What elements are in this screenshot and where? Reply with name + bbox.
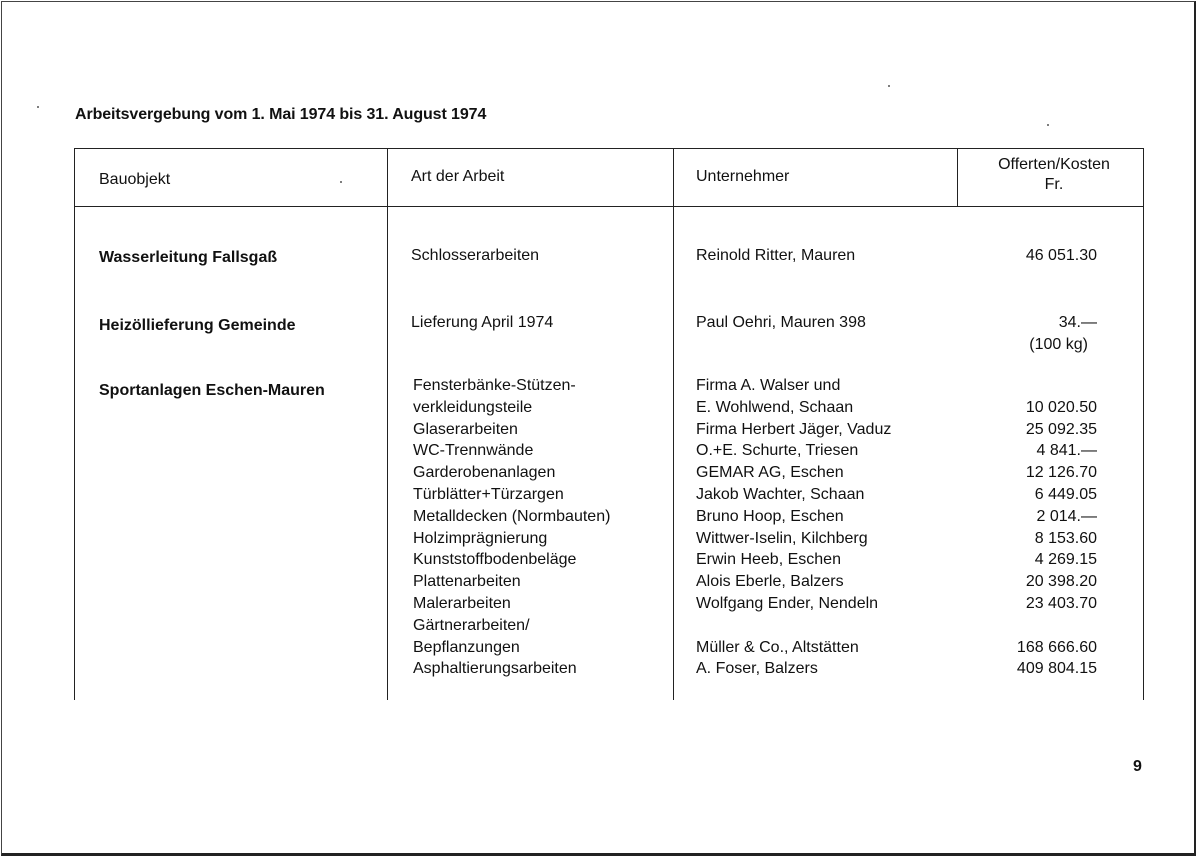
unternehmer-column-list xyxy=(696,375,891,680)
kosten-line-blank xyxy=(954,615,1097,637)
table-right-rule xyxy=(1143,148,1144,700)
unternehmer-line: Müller & Co., Altstätten xyxy=(696,638,859,656)
kosten-column-list xyxy=(954,375,1097,680)
kosten-cell: 34.— xyxy=(1058,314,1097,331)
unternehmer-line-blank xyxy=(696,615,891,637)
art-line: Türblätter+Türzargen xyxy=(413,485,564,503)
kosten-line: 10 020.50 xyxy=(1025,398,1097,416)
unternehmer-cell: Reinold Ritter, Mauren xyxy=(696,247,856,264)
art-line: Bepflanzungen xyxy=(413,638,520,656)
header-unternehmer: Unternehmer xyxy=(696,168,790,185)
bauobjekt-wasserleitung: Wasserleitung Fallsgaß xyxy=(99,249,278,266)
kosten-line: 8 153.60 xyxy=(1034,529,1097,547)
unternehmer-line: Alois Eberle, Balzers xyxy=(696,573,844,591)
art-line: Kunststoffbodenbeläge xyxy=(413,551,577,569)
unternehmer-line: Firma A. Walser und xyxy=(696,377,841,394)
page-number: 9 xyxy=(1133,758,1142,775)
art-cell: Lieferung April 1974 xyxy=(411,314,554,331)
art-line: Fensterbänke-Stützen- xyxy=(413,377,576,394)
column-divider-2 xyxy=(673,148,674,700)
kosten-line: 168 666.60 xyxy=(1016,638,1097,656)
unternehmer-line: E. Wohlwend, Schaan xyxy=(696,398,854,416)
kosten-line-blank xyxy=(954,375,1097,397)
kosten-line: 4 841.— xyxy=(1036,442,1097,460)
scan-speck xyxy=(37,106,39,108)
unternehmer-line: GEMAR AG, Eschen xyxy=(696,464,844,482)
header-bauobjekt: Bauobjekt xyxy=(99,171,171,188)
unternehmer-line: Erwin Heeb, Eschen xyxy=(696,551,841,569)
unternehmer-line: Wittwer-Iselin, Kilchberg xyxy=(696,529,868,547)
art-line: Metalldecken (Normbauten) xyxy=(413,507,611,525)
art-line: verkleidungsteile xyxy=(413,398,533,416)
unternehmer-line: Firma Herbert Jäger, Vaduz xyxy=(696,420,892,438)
unternehmer-line: Bruno Hoop, Eschen xyxy=(696,507,844,525)
art-column-list xyxy=(413,375,610,680)
kosten-note: (100 kg) xyxy=(1029,336,1088,353)
bauobjekt-sportanlagen: Sportanlagen Eschen-Mauren xyxy=(99,382,325,399)
unternehmer-line: Jakob Wachter, Schaan xyxy=(696,485,865,503)
kosten-line: 12 126.70 xyxy=(1025,464,1097,482)
unternehmer-line: O.+E. Schurte, Triesen xyxy=(696,442,859,460)
art-line: Malerarbeiten xyxy=(413,594,511,612)
kosten-line: 23 403.70 xyxy=(1025,594,1097,612)
art-line: Holzimprägnierung xyxy=(413,529,548,547)
art-cell: Schlosserarbeiten xyxy=(411,247,540,264)
kosten-line: 409 804.15 xyxy=(1016,660,1097,678)
kosten-line: 2 014.— xyxy=(1036,507,1097,525)
kosten-cell: 46 051.30 xyxy=(1025,247,1097,264)
art-line: WC-Trennwände xyxy=(413,442,534,460)
unternehmer-cell: Paul Oehri, Mauren 398 xyxy=(696,314,866,331)
art-line: Gärtnerarbeiten/ xyxy=(413,616,530,634)
art-line: Garderobenanlagen xyxy=(413,464,556,482)
column-divider-3 xyxy=(957,148,958,206)
scan-speck xyxy=(888,85,890,87)
header-kosten-line2: Fr. xyxy=(1044,176,1064,193)
art-line: Plattenarbeiten xyxy=(413,573,521,591)
bauobjekt-heizoellieferung: Heizöllieferung Gemeinde xyxy=(99,317,296,334)
header-bottom-rule xyxy=(74,206,1144,207)
header-kosten-line1: Offerten/Kosten xyxy=(998,156,1110,173)
table-top-rule xyxy=(74,148,1144,149)
unternehmer-line: Wolfgang Ender, Nendeln xyxy=(696,594,879,612)
kosten-line: 25 092.35 xyxy=(1025,420,1097,438)
table-left-rule xyxy=(74,148,75,700)
unternehmer-line: A. Foser, Balzers xyxy=(696,660,818,678)
column-divider-1 xyxy=(387,148,388,700)
art-line: Glaserarbeiten xyxy=(413,420,518,438)
scan-speck xyxy=(340,181,342,183)
kosten-line: 4 269.15 xyxy=(1034,551,1097,569)
header-kosten xyxy=(978,155,1130,195)
scan-speck xyxy=(1047,124,1049,126)
header-art-der-arbeit: Art der Arbeit xyxy=(411,168,505,185)
work-award-table xyxy=(74,148,1145,700)
art-line: Asphaltierungsarbeiten xyxy=(413,660,577,678)
kosten-line: 20 398.20 xyxy=(1025,573,1097,591)
kosten-line: 6 449.05 xyxy=(1034,485,1097,503)
document-title: Arbeitsvergebung vom 1. Mai 1974 bis 31. August 1974 xyxy=(75,106,487,123)
